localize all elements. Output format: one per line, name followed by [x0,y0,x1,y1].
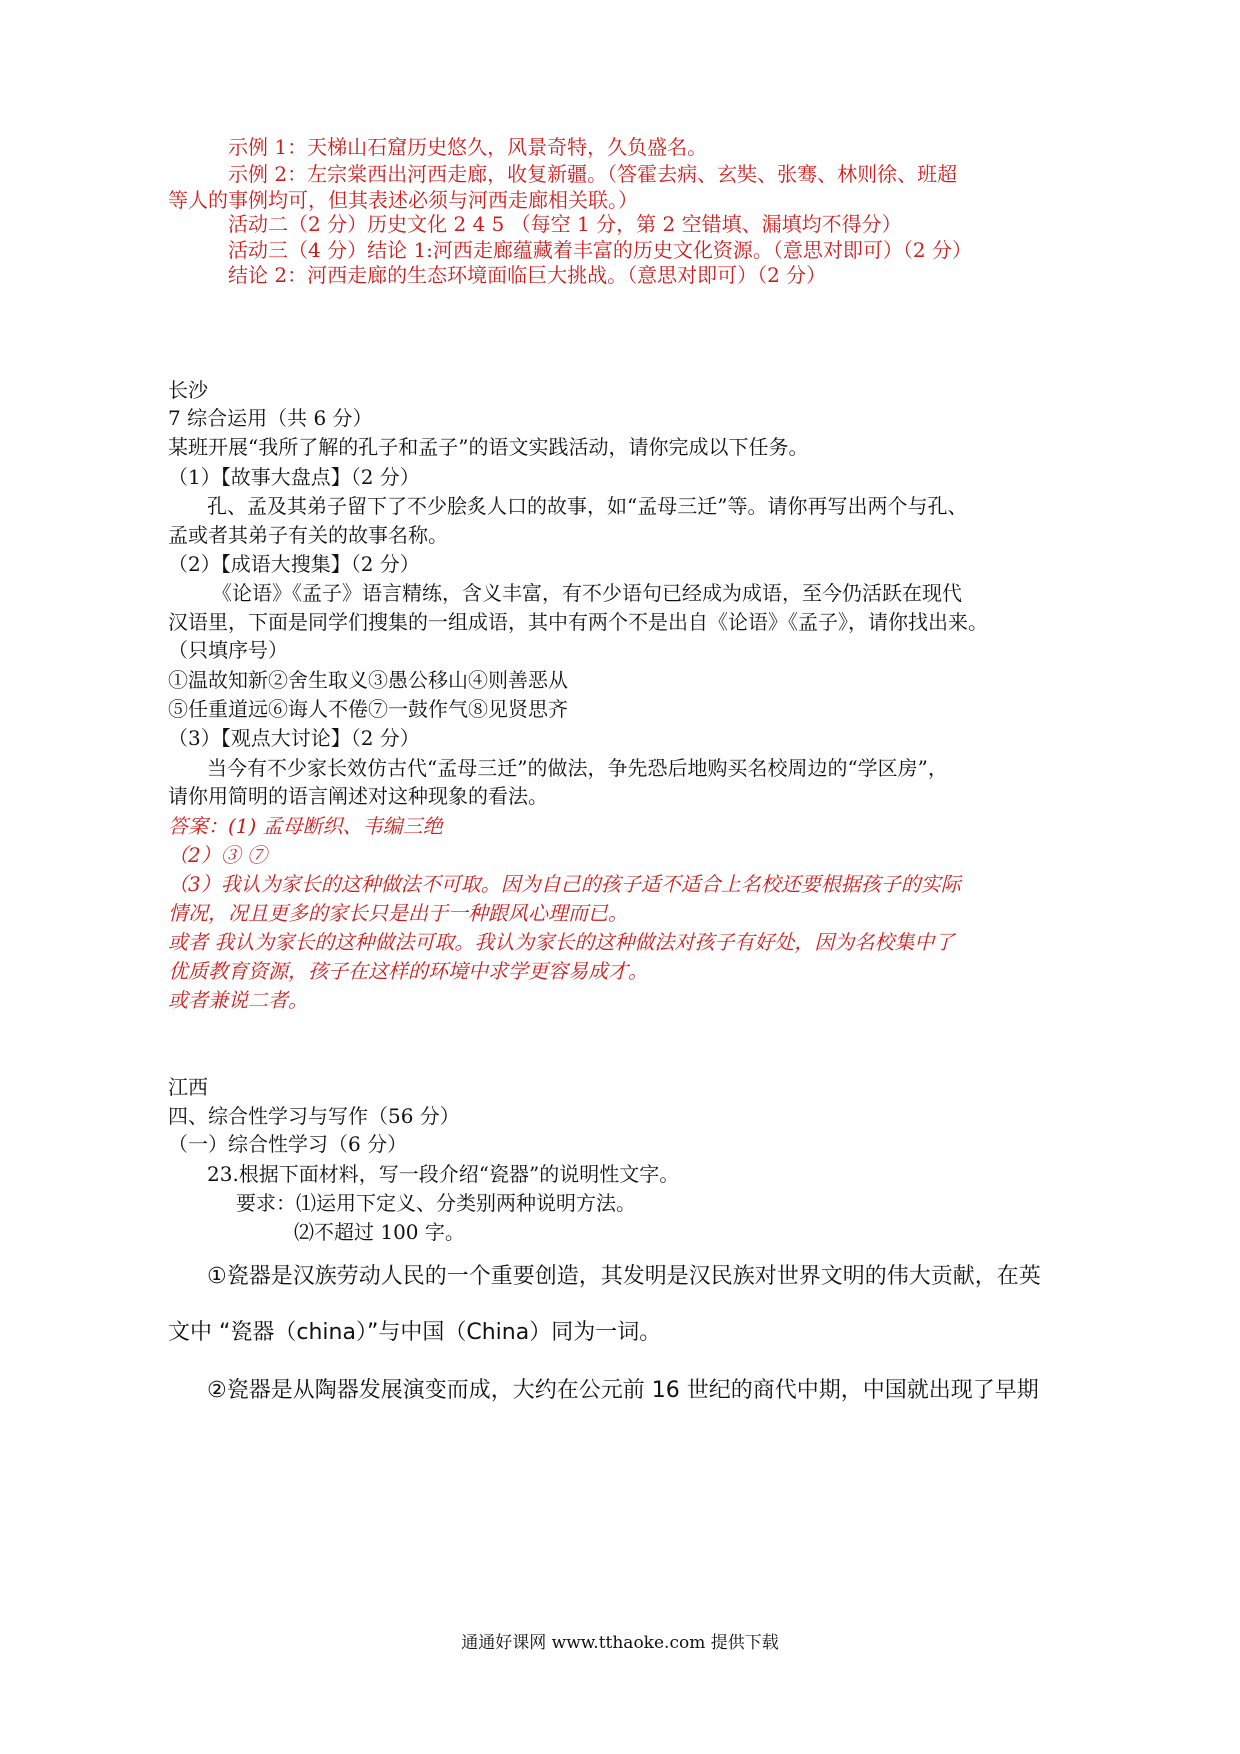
idiom-options: ⑤任重道远⑥诲人不倦⑦一鼓作气⑧见贤思齐 [168,697,568,721]
answer-line: 等人的事例均可，但其表述必须与河西走廊相关联。） [168,188,638,212]
answer-line: 示例 2：左宗棠西出河西走廊，收复新疆。（答霍去病、玄奘、张骞、林则徐、班超 [228,162,958,186]
requirement: ⑵不超过 100 字。 [294,1220,465,1244]
question-text: 汉语里，下面是同学们搜集的一组成语，其中有两个不是出自《论语》《孟子》，请你找出来。 [168,610,988,634]
subquestion-head: （1）【故事大盘点】（2 分） [168,465,420,489]
answer-line: 情况，况且更多的家长只是出于一种跟风心理而已。 [168,901,628,925]
answer-line: （3）我认为家长的这种做法不可取。因为自己的孩子适不适合上名校还要根据孩子的实际 [168,872,961,896]
requirement: 要求：⑴运用下定义、分类别两种说明方法。 [236,1191,636,1215]
answer-line: 活动二（2 分）历史文化 2 4 5 （每空 1 分，第 2 空错填、漏填均不得分） [228,212,902,236]
answer-line: 或者 我认为家长的这种做法可取。我认为家长的这种做法对孩子有好处，因为名校集中了 [168,930,955,954]
question-title: 7 综合运用（共 6 分） [168,406,373,430]
material-line: 文中 “瓷器（china）”与中国（China）同为一词。 [168,1320,662,1345]
subsection-title: （一）综合性学习（6 分） [168,1132,408,1156]
answer-line: 活动三（4 分）结论 1:河西走廊蕴藏着丰富的历史文化资源。（意思对即可）（2 分） [228,238,972,262]
question-intro: 某班开展“我所了解的孔子和孟子”的语文实践活动，请你完成以下任务。 [168,435,809,459]
section-title: 四、综合性学习与写作（56 分） [168,1104,460,1128]
region-label: 长沙 [168,378,208,402]
question-text: 孔、孟及其弟子留下了不少脍炙人口的故事，如“孟母三迁”等。请你再写出两个与孔、 [207,494,968,518]
answer-line: （2）③ ⑦ [168,843,268,867]
region-label: 江西 [168,1075,208,1099]
question-text: 孟或者其弟子有关的故事名称。 [168,523,448,547]
question-text: 请你用简明的语言阐述对这种现象的看法。 [168,784,548,808]
idiom-options: ①温故知新②舍生取义③愚公移山④则善恶从 [168,668,568,692]
answer-line: 示例 1：天梯山石窟历史悠久，风景奇特，久负盛名。 [228,135,708,159]
question-text: 《论语》《孟子》语言精练，含义丰富，有不少语句已经成为成语，至今仍活跃在现代 [212,581,962,605]
subquestion-head: （2）【成语大搜集】（2 分） [168,552,420,576]
question-text: （只填序号） [168,638,288,662]
answer-line: 或者兼说二者。 [168,988,308,1012]
question-text: 23.根据下面材料，写一段介绍“瓷器”的说明性文字。 [207,1162,680,1186]
material-line: ①瓷器是汉族劳动人民的一个重要创造，其发明是汉民族对世界文明的伟大贡献，在英 [207,1264,1041,1289]
answer-line: 结论 2：河西走廊的生态环境面临巨大挑战。（意思对即可）（2 分） [228,263,827,287]
answer-line: 优质教育资源，孩子在这样的环境中求学更容易成才。 [168,959,648,983]
question-text: 当今有不少家长效仿古代“孟母三迁”的做法，争先恐后地购买名校周边的“学区房”， [207,756,948,780]
page-footer: 通通好课网 www.tthaoke.com 提供下载 [461,1633,779,1653]
answer-line: 答案：(1) 孟母断织、韦编三绝 [168,814,443,838]
material-line: ②瓷器是从陶器发展演变而成，大约在公元前 16 世纪的商代中期，中国就出现了早期 [207,1378,1039,1403]
subquestion-head: （3）【观点大讨论】（2 分） [168,726,420,750]
